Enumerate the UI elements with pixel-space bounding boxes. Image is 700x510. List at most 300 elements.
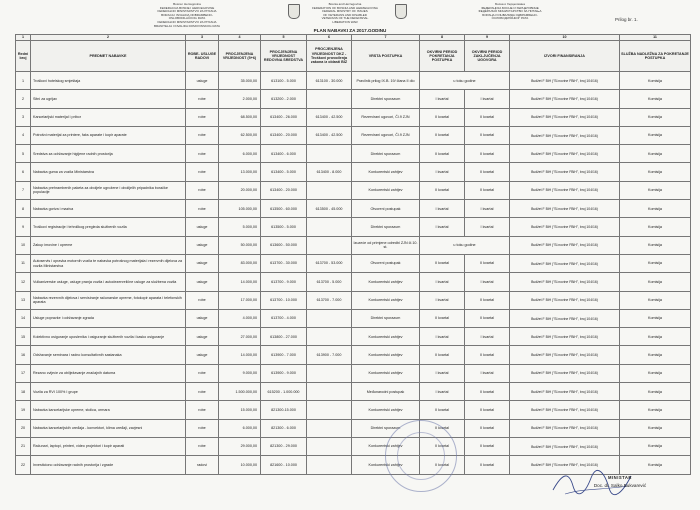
start-period-cell: I kvartal	[420, 291, 465, 309]
funding-source-cell: Budžet F BiH ("Sl.novine FBiH", broj 104/16)	[510, 401, 620, 419]
estimated-value-cell: 29.000,00	[219, 437, 261, 455]
header-middle-block	[305, 3, 385, 25]
dkz-funds-cell	[307, 90, 352, 108]
column-header: OKVIRNI PERIOD POKRETANJA POSTUPKA	[420, 41, 465, 72]
responsible-service-cell: Komisija	[620, 364, 691, 382]
table-row	[16, 254, 691, 272]
regular-funds-cell: 613100 - 5.000	[261, 72, 307, 90]
start-period-cell: II kvartal	[420, 108, 465, 126]
row-number-cell: 4	[16, 126, 31, 144]
start-period-cell: I kvartal	[420, 328, 465, 346]
end-period-cell: I kvartal	[465, 218, 510, 236]
dkz-funds-cell	[307, 437, 352, 455]
responsible-service-cell: Komisija	[620, 218, 691, 236]
end-period-cell: II kvartal	[465, 346, 510, 364]
procedure-type-cell: Konkurentski zahtjev	[352, 291, 420, 309]
table-row	[16, 181, 691, 199]
subject-cell: Nabavka prehrambenih paketa za oboljele ugrožene i obolijelih pripadnika boračke populacije	[31, 181, 186, 199]
header-line: OF VETERANS AND DISABLED	[323, 12, 367, 17]
regular-funds-cell: 613400 - 26.000	[261, 108, 307, 126]
funding-source-cell: Budžet F BiH ("Sl.novine FBiH", broj 104/16)	[510, 383, 620, 401]
responsible-service-cell: Komisija	[620, 126, 691, 144]
end-period-cell: II kvartal	[465, 437, 510, 455]
estimated-value-cell: 50.000,00	[219, 236, 261, 254]
start-period-cell: II kvartal	[420, 126, 465, 144]
procedure-type-cell: Izuzeće od primjene odredbi ZJN čl.10. st.	[352, 236, 420, 254]
start-period-cell: I kvartal	[420, 383, 465, 401]
header-line: BORACA I INVALIDA ODBRAMBENO-	[161, 12, 213, 17]
column-header: PROCJENJENA VRIJEDNOST DKZ - Troškovi provođenja zakona iz oblasti BIZ	[307, 41, 352, 72]
procedure-type-cell: Konkurentski zahtjev	[352, 456, 420, 474]
dkz-funds-cell: 613500 - 45.000	[307, 200, 352, 218]
type-cell: robe	[186, 108, 219, 126]
funding-source-cell: Budžet F BiH ("Sl.novine FBiH", broj 104/16)	[510, 163, 620, 181]
row-number-cell: 1	[16, 72, 31, 90]
subject-cell: Nabavka goriva i maziva	[31, 200, 186, 218]
regular-funds-cell: 613700 - 4.000	[261, 309, 307, 327]
end-period-cell: II kvartal	[465, 254, 510, 272]
column-number: 1	[16, 35, 31, 41]
regular-funds-cell: 821300-15.000	[261, 401, 307, 419]
funding-source-cell: Budžet F BiH ("Sl.novine FBiH", broj 104/16)	[510, 291, 620, 309]
procedure-type-cell: Rezervirani ugovori, Čl.9 ZJN	[352, 126, 420, 144]
row-number-cell: 3	[16, 108, 31, 126]
responsible-service-cell: Komisija	[620, 401, 691, 419]
table-row	[16, 126, 691, 144]
responsible-service-cell: Komisija	[620, 328, 691, 346]
type-cell: usluge	[186, 309, 219, 327]
regular-funds-cell: 613900 - 7.000	[261, 346, 307, 364]
funding-source-cell: Budžet F BiH ("Sl.novine FBiH", broj 104/16)	[510, 309, 620, 327]
row-number-cell: 13	[16, 291, 31, 309]
dkz-funds-cell: 613700 - 7.000	[307, 291, 352, 309]
column-number: 8	[420, 35, 465, 41]
funding-source-cell: Budžet F BiH ("Sl.novine FBiH", broj 104/16)	[510, 437, 620, 455]
header-line: BRANITELJA I INVALIDA DOMOVINSKOG RATA	[153, 23, 220, 28]
start-period-cell: u toku godine	[420, 236, 510, 254]
subject-cell: Vulkanizerske usluge, usluge pranja vozila i autodezenrelične usluge za službena vozila	[31, 273, 186, 291]
responsible-service-cell: Komisija	[620, 181, 691, 199]
subject-cell: Nabavka kancelarijske opreme, stolica, ormara	[31, 401, 186, 419]
subject-cell: Potrošni materijal za printere, faks aparate i kopir aparate	[31, 126, 186, 144]
regular-funds-cell: 821300 - 6.000	[261, 419, 307, 437]
estimated-value-cell: 27.000,00	[219, 328, 261, 346]
dkz-funds-cell	[307, 383, 352, 401]
end-period-cell: II kvartal	[465, 419, 510, 437]
funding-source-cell: Budžet F BiH ("Sl.novine FBiH", broj 104/16)	[510, 254, 620, 272]
responsible-service-cell: Komisija	[620, 90, 691, 108]
subject-cell: Vozila za RVI 100% I grupe	[31, 383, 186, 401]
procurement-plan-table	[15, 34, 691, 475]
column-number: 11	[620, 35, 691, 41]
header-line: Bosnia and Herzegovina	[328, 2, 362, 6]
header-right-block	[455, 3, 565, 21]
procedure-type-cell: Konkurentski zahtjev	[352, 401, 420, 419]
dkz-funds-cell	[307, 181, 352, 199]
dkz-funds-cell	[307, 401, 352, 419]
regular-funds-cell: 613900 - 9.000	[261, 364, 307, 382]
procedure-type-cell: Direktni sporazum	[352, 309, 420, 327]
funding-source-cell: Budžet F BiH ("Sl.novine FBiH", broj 104/16)	[510, 456, 620, 474]
estimated-value-cell: 4.000,00	[219, 309, 261, 327]
start-period-cell: I kvartal	[420, 364, 465, 382]
estimated-value-cell: 6.000,00	[219, 145, 261, 163]
funding-source-cell: Budžet F BiH ("Sl.novine FBiH", broj 104/16)	[510, 236, 620, 254]
column-header: Redni broj	[16, 41, 31, 72]
regular-funds-cell: 615200 - 1.000.000	[261, 383, 307, 401]
start-period-cell: II kvartal	[420, 401, 465, 419]
table-row	[16, 383, 691, 401]
procedure-type-cell: Direktni sporazum	[352, 218, 420, 236]
header-line: LIBERATION WAR	[332, 19, 358, 24]
end-period-cell: II kvartal	[465, 309, 510, 327]
dkz-funds-cell: 613900 - 7.000	[307, 346, 352, 364]
coat-of-arms-icon	[288, 4, 300, 19]
table-row	[16, 236, 691, 254]
table-row	[16, 145, 691, 163]
funding-source-cell: Budžet F BiH ("Sl.novine FBiH", broj 104/16)	[510, 72, 620, 90]
estimated-value-cell: 1.500.000,00	[219, 383, 261, 401]
end-period-cell: I kvartal	[465, 90, 510, 108]
subject-cell: Računari, laptopi, printeri, video projektori i kopir aparati	[31, 437, 186, 455]
header-line: FEDERALNO MINISTARSTVO ZA PITANJA	[157, 9, 217, 14]
subject-cell: Rezano cvijeće za obilježavanje značajnih datuma	[31, 364, 186, 382]
header-line: БОРАЦА И ИНВАЛИДА ОДБРАМБЕНО-	[482, 12, 538, 17]
start-period-cell: I kvartal	[420, 218, 465, 236]
row-number-cell: 5	[16, 145, 31, 163]
regular-funds-cell: 613700 - 10.000	[261, 291, 307, 309]
type-cell: usluge	[186, 328, 219, 346]
column-header: ROBE- USLUGE RADOVI	[186, 41, 219, 72]
funding-source-cell: Budžet F BiH ("Sl.novine FBiH", broj 104/16)	[510, 328, 620, 346]
type-cell: robe	[186, 364, 219, 382]
type-cell: usluge	[186, 236, 219, 254]
type-cell: usluge	[186, 72, 219, 90]
table-row	[16, 309, 691, 327]
row-number-cell: 8	[16, 200, 31, 218]
start-period-cell: II kvartal	[420, 145, 465, 163]
estimated-value-cell: 13.000,00	[219, 163, 261, 181]
estimated-value-cell: 6.000,00	[219, 419, 261, 437]
responsible-service-cell: Komisija	[620, 437, 691, 455]
estimated-value-cell: 68.500,00	[219, 108, 261, 126]
funding-source-cell: Budžet F BiH ("Sl.novine FBiH", broj 104/16)	[510, 200, 620, 218]
estimated-value-cell: 2.000,00	[219, 90, 261, 108]
header-line: Bosna i Hercegovina	[173, 2, 201, 6]
responsible-service-cell: Komisija	[620, 254, 691, 272]
end-period-cell: I kvartal	[465, 200, 510, 218]
regular-funds-cell: 613400 - 6.000	[261, 145, 307, 163]
end-period-cell: II kvartal	[465, 163, 510, 181]
regular-funds-cell: 821300 - 29.000	[261, 437, 307, 455]
procedure-type-cell: Konkurentski zahtjev	[352, 181, 420, 199]
row-number-cell: 17	[16, 364, 31, 382]
procedure-type-cell: Direktni sporazum	[352, 419, 420, 437]
estimated-value-cell: 5.000,00	[219, 218, 261, 236]
type-cell: usluge	[186, 218, 219, 236]
dkz-funds-cell	[307, 364, 352, 382]
row-number-cell: 20	[16, 419, 31, 437]
table-row	[16, 401, 691, 419]
funding-source-cell: Budžet F BiH ("Sl.novine FBiH", broj 104/16)	[510, 419, 620, 437]
estimated-value-cell: 14.000,00	[219, 273, 261, 291]
start-period-cell: II kvartal	[420, 346, 465, 364]
row-number-cell: 2	[16, 90, 31, 108]
regular-funds-cell: 613500 - 60.000	[261, 200, 307, 218]
responsible-service-cell: Komisija	[620, 163, 691, 181]
responsible-service-cell: Komisija	[620, 108, 691, 126]
type-cell: robe	[186, 90, 219, 108]
estimated-value-cell: 62.500,00	[219, 126, 261, 144]
column-number: 7	[352, 35, 420, 41]
regular-funds-cell: 613600 - 50.000	[261, 236, 307, 254]
document-title: PLAN NABAVKI ZA 2017.GODINU	[313, 28, 387, 33]
header-line: FEDERACIJA BOSNE I HERCEGOVINE	[159, 5, 215, 10]
type-cell: radovi	[186, 456, 219, 474]
column-header: OKVIRNI PERIOD ZAKLJUČENJA UGOVORA	[465, 41, 510, 72]
end-period-cell: II kvartal	[465, 383, 510, 401]
row-number-cell: 14	[16, 309, 31, 327]
regular-funds-cell: 613500 - 5.000	[261, 218, 307, 236]
column-header: IZVORI FINANSIRANJA	[510, 41, 620, 72]
funding-source-cell: Budžet F BiH ("Sl.novine FBiH", broj 104/16)	[510, 181, 620, 199]
header-line: FEDERALNO MINISTARSTVO ZA PITANJA	[157, 19, 217, 24]
start-period-cell: II kvartal	[420, 181, 465, 199]
funding-source-cell: Budžet F BiH ("Sl.novine FBiH", broj 104/16)	[510, 364, 620, 382]
table-row	[16, 90, 691, 108]
table-row	[16, 346, 691, 364]
responsible-service-cell: Komisija	[620, 273, 691, 291]
column-number: 4	[219, 35, 261, 41]
procedure-type-cell: Otvoreni postupak	[352, 254, 420, 272]
end-period-cell: II kvartal	[465, 108, 510, 126]
header-line: ФЕДЕРАЦИЈА БОСНЕ И ХЕРЦЕГОВИНЕ	[481, 5, 539, 10]
row-number-cell: 22	[16, 456, 31, 474]
dkz-funds-cell: 613400 - 8.000	[307, 163, 352, 181]
row-number-cell: 19	[16, 401, 31, 419]
start-period-cell: II kvartal	[420, 419, 465, 437]
dkz-funds-cell	[307, 145, 352, 163]
responsible-service-cell: Komisija	[620, 291, 691, 309]
dkz-funds-cell	[307, 236, 352, 254]
column-header-row	[16, 41, 691, 72]
header-line: ФЕДЕРАЛНО МИНИСТАРСТВО ЗА ПИТАЊА	[478, 9, 542, 14]
dkz-funds-cell: 613400 - 42.500	[307, 108, 352, 126]
subject-cell: Zakup imovine i opreme	[31, 236, 186, 254]
responsible-service-cell: Komisija	[620, 383, 691, 401]
header-line: OSLOBODILAČKOG RATA	[168, 16, 206, 21]
header-line: FEDERAL MINISTRY OF ISSUES	[322, 9, 368, 14]
regular-funds-cell: 613400 - 20.000	[261, 126, 307, 144]
column-header: SLUŽBA NADLEŽNA ZA POKRETANJE POSTUPKA	[620, 41, 691, 72]
attachment-label: Prilog br. 1.	[615, 17, 638, 22]
subject-cell: Održavanje seminara i radno konsultativnih sastanaka	[31, 346, 186, 364]
procedure-type-cell: Otvoreni postupak	[352, 200, 420, 218]
header-line: FEDERATION OF BOSNIA AND HERZEGOVINA	[312, 5, 378, 10]
estimated-value-cell: 17.000,00	[219, 291, 261, 309]
estimated-value-cell: 9.000,00	[219, 364, 261, 382]
column-number: 5	[261, 35, 307, 41]
start-period-cell: I kvartal	[420, 273, 465, 291]
type-cell: robe	[186, 291, 219, 309]
signatory-name: Doc. dr. Salko Bukvarević	[593, 483, 647, 488]
subject-cell: Autoservis i opravka motornih vozila te nabavka potrošnog materijala i rezervnih dijelova za vozila Ministarstva	[31, 254, 186, 272]
row-number-cell: 12	[16, 273, 31, 291]
subject-cell: Troškovi registracije i tehničkog pregleda službenih vozila	[31, 218, 186, 236]
table-row	[16, 364, 691, 382]
end-period-cell: II kvartal	[465, 456, 510, 474]
subject-cell: Kancelarijski materijal i pribor	[31, 108, 186, 126]
start-period-cell: I kvartal	[420, 90, 465, 108]
column-number: 6	[307, 35, 352, 41]
estimated-value-cell: 15.000,00	[219, 401, 261, 419]
dkz-funds-cell: 613400 - 42.500	[307, 126, 352, 144]
dkz-funds-cell	[307, 419, 352, 437]
table-row	[16, 72, 691, 90]
start-period-cell: II kvartal	[420, 254, 465, 272]
type-cell: usluge	[186, 254, 219, 272]
subject-cell: Investiciono održavanje radnih prostorija i zgrade	[31, 456, 186, 474]
start-period-cell: II kvartal	[420, 456, 465, 474]
type-cell: robe	[186, 200, 219, 218]
regular-funds-cell: 613700 - 9.000	[261, 273, 307, 291]
procedure-type-cell: Rezervirani ugovori, Čl.9 ZJN	[352, 108, 420, 126]
type-cell: robe	[186, 437, 219, 455]
table-row	[16, 273, 691, 291]
header-line: VETERANS OF THE DEFENSIVE-	[321, 16, 369, 21]
row-number-cell: 6	[16, 163, 31, 181]
estimated-value-cell: 20.000,00	[219, 181, 261, 199]
procedure-type-cell: Konkurentski zahtjev	[352, 437, 420, 455]
table-row	[16, 218, 691, 236]
column-number: 3	[186, 35, 219, 41]
dkz-funds-cell: 613700 - 53.000	[307, 254, 352, 272]
type-cell: usluge	[186, 273, 219, 291]
responsible-service-cell: Komisija	[620, 236, 691, 254]
end-period-cell: II kvartal	[465, 291, 510, 309]
column-header: PROCJENJENA VRIJEDNOST (5+6)	[219, 41, 261, 72]
column-header: VRSTA POSTUPKA	[352, 41, 420, 72]
type-cell: robe	[186, 145, 219, 163]
column-number: 9	[465, 35, 510, 41]
subject-cell: Troškovi hotelskog smještaja	[31, 72, 186, 90]
end-period-cell: I kvartal	[465, 273, 510, 291]
end-period-cell: II kvartal	[465, 401, 510, 419]
column-header: PREDMET NABAVKE	[31, 41, 186, 72]
procedure-type-cell: Konkurentski zahtjev	[352, 273, 420, 291]
type-cell: robe	[186, 419, 219, 437]
procedure-type-cell: Konkurentski zahtjev	[352, 346, 420, 364]
row-number-cell: 18	[16, 383, 31, 401]
header-left-block	[132, 3, 242, 28]
estimated-value-cell: 14.000,00	[219, 346, 261, 364]
regular-funds-cell: 613400 - 20.000	[261, 181, 307, 199]
regular-funds-cell: 613700 - 30.000	[261, 254, 307, 272]
row-number-cell: 16	[16, 346, 31, 364]
funding-source-cell: Budžet F BiH ("Sl.novine FBiH", broj 104/16)	[510, 90, 620, 108]
row-number-cell: 9	[16, 218, 31, 236]
funding-source-cell: Budžet F BiH ("Sl.novine FBiH", broj 104/16)	[510, 346, 620, 364]
type-cell: usluge	[186, 346, 219, 364]
responsible-service-cell: Komisija	[620, 419, 691, 437]
table-row	[16, 163, 691, 181]
coat-of-arms-icon	[395, 4, 407, 19]
estimated-value-cell: 105.000,00	[219, 200, 261, 218]
subject-cell: Sredstva za održavanje higijene radnih prostorija	[31, 145, 186, 163]
responsible-service-cell: Komisija	[620, 200, 691, 218]
subject-cell: Nabavka rezervnih dijelova i servisiranje računarske opreme, fotokopir aparata i telefonskih aparata	[31, 291, 186, 309]
subject-cell: Nabavka kancelarijskih uređaja - konvektori, klima uređaji, zavjesni	[31, 419, 186, 437]
procedure-type-cell: Pravilnik prilog IX.B. 19/ člana II dio	[352, 72, 420, 90]
regular-funds-cell: 613800 - 27.000	[261, 328, 307, 346]
row-number-cell: 21	[16, 437, 31, 455]
responsible-service-cell: Komisija	[620, 346, 691, 364]
official-stamp-inner	[397, 432, 445, 480]
table-row	[16, 200, 691, 218]
header-line: Босна и Херцеговина	[495, 2, 525, 6]
row-number-cell: 15	[16, 328, 31, 346]
subject-cell: Sitni za ugrijav	[31, 90, 186, 108]
column-number: 10	[510, 35, 620, 41]
type-cell: robe	[186, 383, 219, 401]
responsible-service-cell: Komisija	[620, 309, 691, 327]
signature-block	[560, 475, 680, 488]
funding-source-cell: Budžet F BiH ("Sl.novine FBiH", broj 104/16)	[510, 145, 620, 163]
dkz-funds-cell	[307, 328, 352, 346]
table-row	[16, 437, 691, 455]
funding-source-cell: Budžet F BiH ("Sl.novine FBiH", broj 104/16)	[510, 218, 620, 236]
type-cell: robe	[186, 181, 219, 199]
procedure-type-cell: Direktni sporazum	[352, 90, 420, 108]
type-cell: robe	[186, 163, 219, 181]
start-period-cell: II kvartal	[420, 437, 465, 455]
procedure-type-cell: Konkurentski zahtjev	[352, 163, 420, 181]
start-period-cell: u toku godine	[420, 72, 510, 90]
start-period-cell: I kvartal	[420, 163, 465, 181]
type-cell: robe	[186, 401, 219, 419]
estimated-value-cell: 10.000,00	[219, 456, 261, 474]
funding-source-cell: Budžet F BiH ("Sl.novine FBiH", broj 104/16)	[510, 273, 620, 291]
responsible-service-cell: Komisija	[620, 456, 691, 474]
end-period-cell: II kvartal	[465, 181, 510, 199]
table-row	[16, 328, 691, 346]
row-number-cell: 11	[16, 254, 31, 272]
subject-cell: Usluge popravke i održavanje zgrada	[31, 309, 186, 327]
regular-funds-cell: 613200 - 2.000	[261, 90, 307, 108]
estimated-value-cell: 35.000,00	[219, 72, 261, 90]
responsible-service-cell: Komisija	[620, 145, 691, 163]
estimated-value-cell: 83.000,00	[219, 254, 261, 272]
table-row	[16, 291, 691, 309]
regular-funds-cell: 821600 - 10.000	[261, 456, 307, 474]
procedure-type-cell: Direktni sporazum	[352, 145, 420, 163]
dkz-funds-cell	[307, 218, 352, 236]
subject-cell: Kolektivno osiguranje uposlenika i osiguranje službenih vozila i kasko osiguranje	[31, 328, 186, 346]
signatory-title: MINISTAR	[608, 475, 632, 480]
table-row	[16, 108, 691, 126]
dkz-funds-cell	[307, 309, 352, 327]
funding-source-cell: Budžet F BiH ("Sl.novine FBiH", broj 104/16)	[510, 108, 620, 126]
row-number-cell: 7	[16, 181, 31, 199]
funding-source-cell: Budžet F BiH ("Sl.novine FBiH", broj 104/16)	[510, 126, 620, 144]
type-cell: robe	[186, 126, 219, 144]
row-number-cell: 10	[16, 236, 31, 254]
table-row	[16, 419, 691, 437]
responsible-service-cell: Komisija	[620, 72, 691, 90]
start-period-cell: I kvartal	[420, 200, 465, 218]
start-period-cell: II kvartal	[420, 309, 465, 327]
end-period-cell: I kvartal	[465, 364, 510, 382]
